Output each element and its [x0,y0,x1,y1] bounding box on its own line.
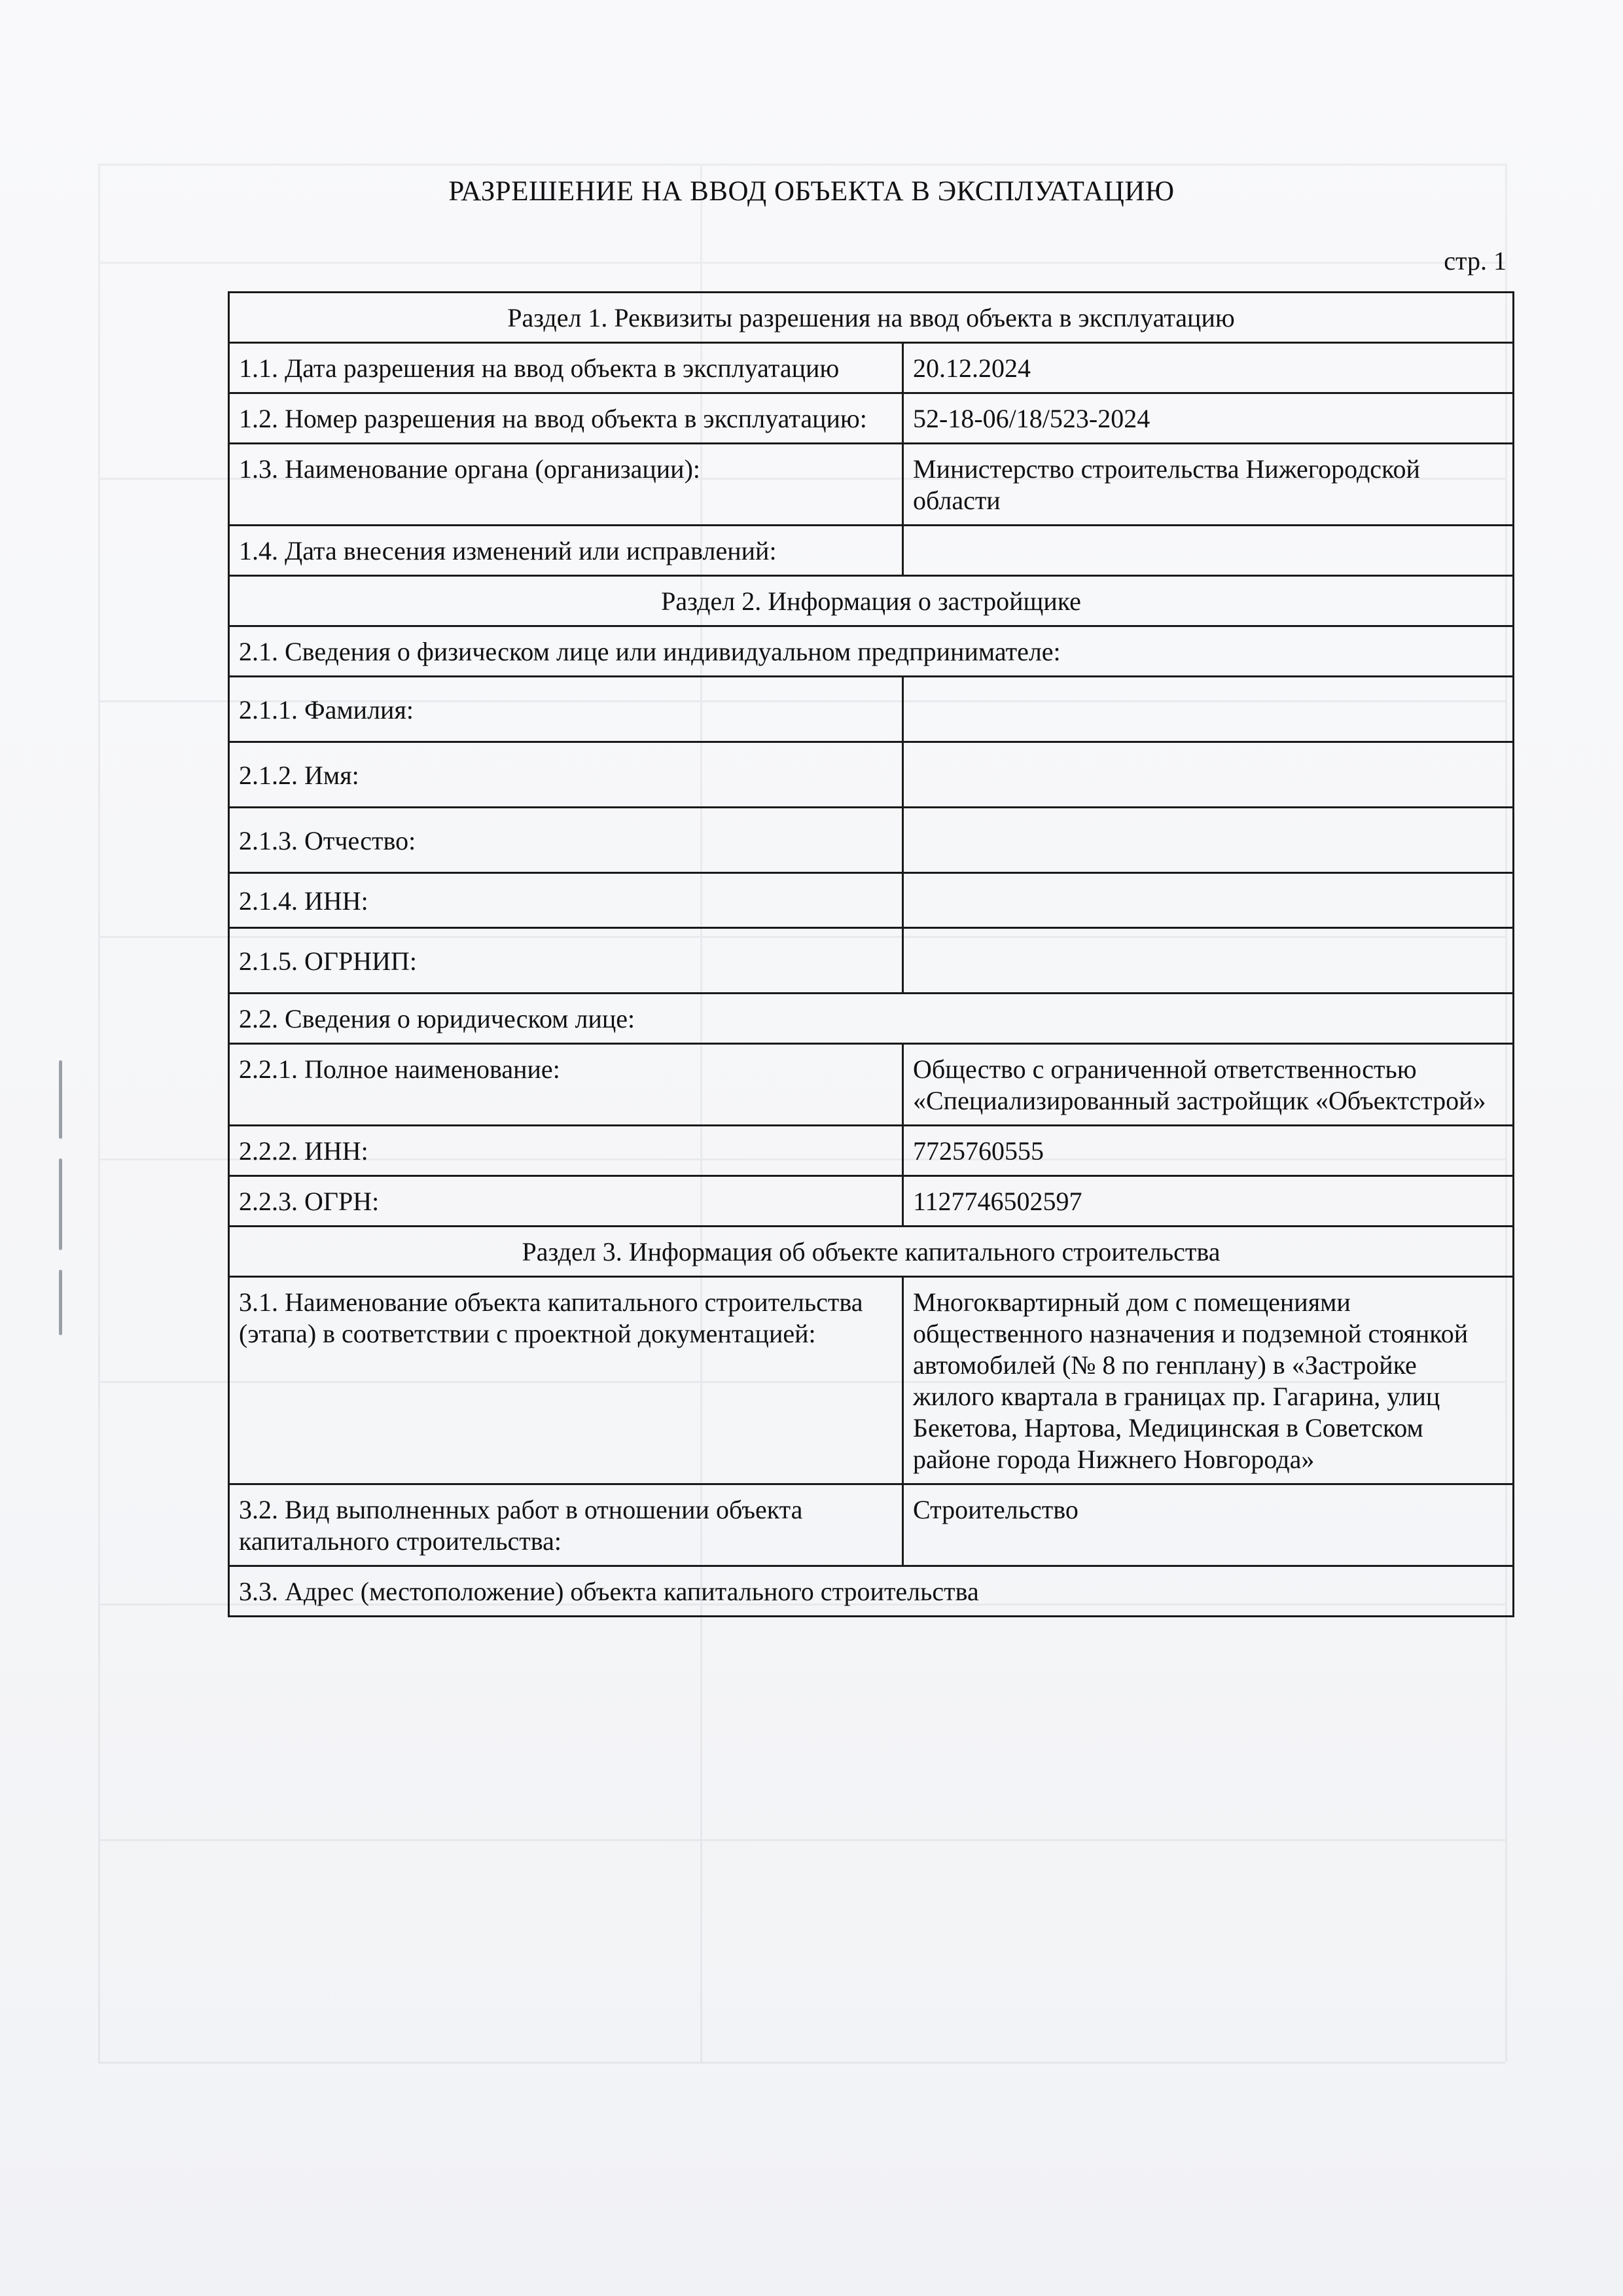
individual-header: 2.1. Сведения о физическом лице или индивидуальном предпринимателе: [229,626,1514,677]
row-label: 3.2. Вид выполненных работ в отношении объекта капитального строительства: [229,1484,903,1566]
section2-header: Раздел 2. Информация о застройщике [229,576,1514,626]
inn-individual-value [903,873,1514,928]
row-label: 1.3. Наименование органа (организации): [229,444,903,526]
table-row [229,343,1514,393]
table-row [229,808,1514,873]
table-row [229,1126,1514,1176]
document-title: РАЗРЕШЕНИЕ НА ВВОД ОБЪЕКТА В ЭКСПЛУАТАЦИЮ [448,176,1175,207]
patronymic-value [903,808,1514,873]
row-label: 1.4. Дата внесения изменений или исправлений: [229,526,903,576]
table-row [229,1044,1514,1126]
surname-value [903,677,1514,742]
table-row [229,873,1514,928]
table-row [229,742,1514,808]
subsection-row [229,1566,1514,1617]
table-row [229,526,1514,576]
row-label: 2.1.5. ОГРНИП: [229,928,903,994]
legal-entity-header: 2.2. Сведения о юридическом лице: [229,994,1514,1044]
authority-value: Министерство строительства Нижегородской области [903,444,1514,526]
subsection-row [229,994,1514,1044]
section-header-row [229,576,1514,626]
table-row [229,928,1514,994]
section1-header: Раздел 1. Реквизиты разрешения на ввод объекта в эксплуатацию [229,293,1514,343]
row-label: 1.2. Номер разрешения на ввод объекта в эксплуатацию: [229,393,903,444]
row-label: 2.1.3. Отчество: [229,808,903,873]
inn-company-value: 7725760555 [903,1126,1514,1176]
table-row [229,1484,1514,1566]
permit-table [228,291,1514,1617]
subsection-row [229,626,1514,677]
row-label: 2.1.4. ИНН: [229,873,903,928]
name-value [903,742,1514,808]
row-label: 2.2.2. ИНН: [229,1126,903,1176]
ogrnip-value [903,928,1514,994]
company-name-value: Общество с ограниченной ответственностью «Специализированный застройщик «Объектстрой» [903,1044,1514,1126]
ogrn-value: 1127746502597 [903,1176,1514,1227]
address-header: 3.3. Адрес (местоположение) объекта капитального строительства [229,1566,1514,1617]
permit-date-value: 20.12.2024 [903,343,1514,393]
row-label: 1.1. Дата разрешения на ввод объекта в эксплуатацию [229,343,903,393]
table-row [229,444,1514,526]
table-row [229,1277,1514,1484]
section-header-row [229,1227,1514,1277]
row-label: 2.1.2. Имя: [229,742,903,808]
row-label: 2.2.1. Полное наименование: [229,1044,903,1126]
table-row [229,1176,1514,1227]
row-label: 2.1.1. Фамилия: [229,677,903,742]
permit-number-value: 52-18-06/18/523-2024 [903,393,1514,444]
object-name-value: Многоквартирный дом с помещениями общественного назначения и подземной стоянкой автомобилей (№ 8 по генплану) в «Застройке жилого квартала в границах пр. Гагарина, улиц Бекетова, Нартова, Медицинская в Советском районе города Нижнего Новгорода» [903,1277,1514,1484]
binding-thread [47,1060,73,1335]
amendment-date-value [903,526,1514,576]
work-type-value: Строительство [903,1484,1514,1566]
page-number: стр. 1 [1444,246,1507,276]
table-row [229,677,1514,742]
section-header-row [229,293,1514,343]
table-row [229,393,1514,444]
section3-header: Раздел 3. Информация об объекте капитального строительства [229,1227,1514,1277]
row-label: 2.2.3. ОГРН: [229,1176,903,1227]
row-label: 3.1. Наименование объекта капитального строительства (этапа) в соответствии с проектной документацией: [229,1277,903,1484]
